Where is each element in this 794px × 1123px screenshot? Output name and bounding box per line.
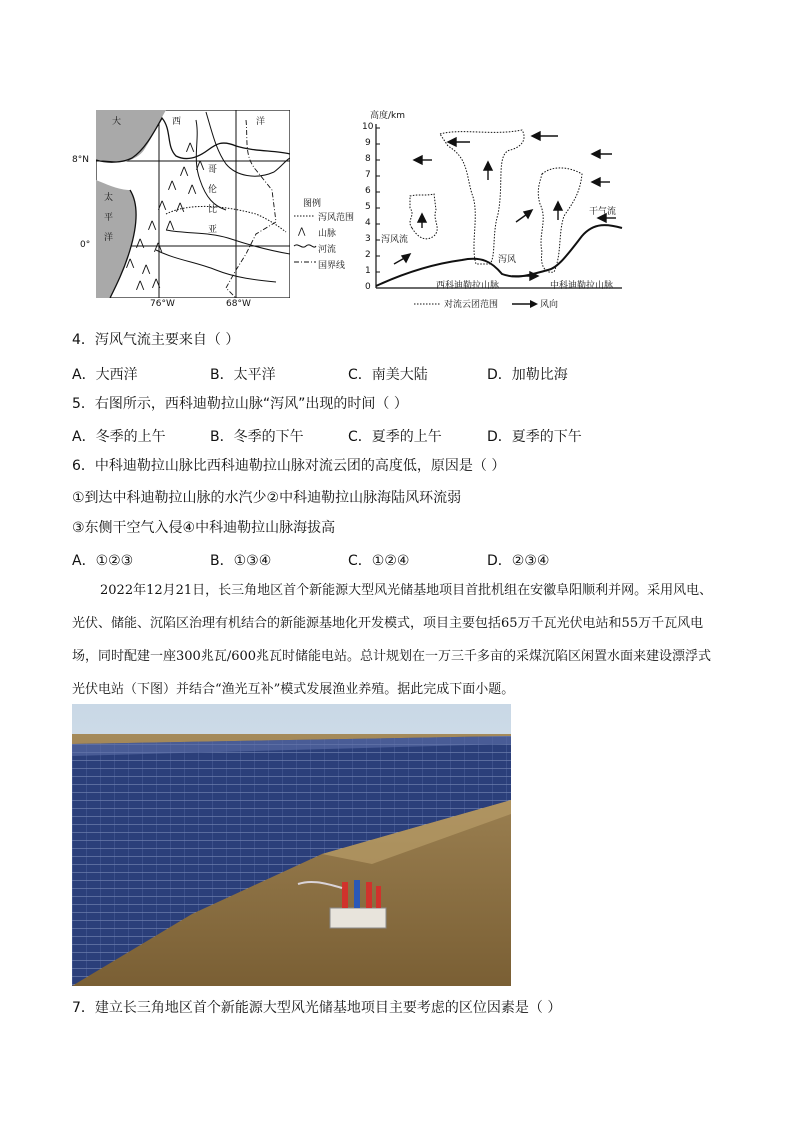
label-xiefeng: 泻风	[498, 255, 517, 265]
svg-text:⋀: ⋀	[154, 242, 163, 253]
legend-item: 河流	[318, 245, 337, 255]
legend-item: 国界线	[318, 261, 346, 271]
colombia-map	[96, 110, 290, 298]
label-ganqiliu: 干气流	[589, 207, 617, 217]
lat-label: 0°	[80, 240, 91, 250]
svg-text:⋀: ⋀	[176, 202, 185, 213]
lat-label: 8°N	[72, 155, 89, 165]
label-xiefengliu: 泻风流	[381, 235, 409, 245]
svg-text:⋀: ⋀	[168, 180, 177, 191]
sea-label: 洋	[104, 233, 114, 243]
y-tick: 0	[365, 282, 371, 292]
q6-option-c[interactable]: C．①②④	[348, 553, 410, 569]
sea-label: 平	[104, 213, 114, 223]
y-tick: 2	[365, 250, 371, 260]
svg-text:⋀: ⋀	[136, 280, 145, 291]
lon-label: 76°W	[150, 299, 175, 309]
lon-label: 68°W	[226, 299, 251, 309]
svg-text:⋀: ⋀	[180, 166, 189, 177]
q6-option-a[interactable]: A．①②③	[72, 553, 134, 569]
q4-option-a[interactable]: A．大西洋	[72, 367, 138, 383]
sea-label: 西	[172, 117, 182, 127]
question-6-stem: 6．中科迪勒拉山脉比西科迪勒拉山脉对流云团的高度低，原因是（ ）	[72, 458, 506, 474]
svg-text:⋀: ⋀	[196, 160, 205, 171]
svg-text:⋀: ⋀	[136, 238, 145, 249]
svg-text:⋀: ⋀	[188, 184, 197, 195]
y-tick: 7	[365, 170, 371, 180]
legend-wind: 风向	[540, 300, 559, 310]
cross-section-diagram	[372, 124, 624, 292]
reading-passage: 2022年12月21日，长三角地区首个新能源大型风光储基地项目首批机组在安徽阜阳顺利并网。采用风电、光伏、储能、沉陷区治理有机结合的新能源基地化开发模式，项目主要包括65万千瓦光伏电站和55万千瓦风电场，同时配建一座300兆瓦/600兆瓦时储能电站。总计规划在一万三千多亩的采煤沉陷区闲置水面来建设漂浮式光伏电站（下图）并结合“渔光互补”模式发展渔业养殖。据此完成下面小题。	[72, 583, 713, 697]
q6-statement-line: ①到达中科迪勒拉山脉的水汽少②中科迪勒拉山脉海陆风环流弱	[72, 490, 462, 506]
q4-option-c[interactable]: C．南美大陆	[348, 367, 428, 383]
sea-label: 太	[104, 193, 114, 203]
sea-label: 洋	[256, 117, 266, 127]
svg-text:⋀: ⋀	[166, 220, 175, 231]
map-legend-title: 图例	[303, 199, 322, 209]
q6-option-b[interactable]: B．①③④	[210, 553, 272, 569]
svg-text:⋀: ⋀	[298, 227, 306, 237]
sea-label: 大	[112, 117, 122, 127]
question-5-stem: 5．右图所示，西科迪勒拉山脉“泻风”出现的时间（ ）	[72, 396, 408, 412]
svg-text:⋀: ⋀	[142, 264, 151, 275]
y-tick: 9	[365, 138, 371, 148]
y-tick: 6	[365, 186, 371, 196]
y-tick: 3	[365, 234, 371, 244]
svg-text:⋀: ⋀	[126, 258, 135, 269]
y-tick: 1	[365, 266, 371, 276]
svg-text:⋀: ⋀	[152, 278, 161, 289]
q4-option-d[interactable]: D．加勒比海	[487, 367, 568, 383]
q6-option-d[interactable]: D．②③④	[487, 553, 550, 569]
y-tick: 8	[365, 154, 371, 164]
y-axis-label: 高度/km	[370, 111, 406, 121]
svg-text:⋀: ⋀	[158, 200, 167, 211]
label-west-range: 西科迪勒拉山脉	[436, 281, 500, 291]
y-tick: 10	[362, 122, 374, 132]
y-tick: 5	[365, 202, 371, 212]
country-label: 亚	[208, 225, 218, 235]
q6-statement-line: ③东侧干空气入侵④中科迪勒拉山脉海拔高	[72, 520, 336, 536]
floating-solar-photo	[72, 704, 511, 986]
legend-cloud: 对流云团范围	[444, 300, 499, 310]
country-label: 哥	[208, 165, 218, 175]
legend-item: 泻风范围	[318, 213, 355, 223]
y-tick: 4	[365, 218, 371, 228]
q5-option-c[interactable]: C．夏季的上午	[348, 429, 442, 445]
q5-option-d[interactable]: D．夏季的下午	[487, 429, 582, 445]
legend-item: 山脉	[318, 229, 337, 239]
q5-option-b[interactable]: B．冬季的下午	[210, 429, 304, 445]
q4-option-b[interactable]: B．太平洋	[210, 367, 276, 383]
country-label: 伦	[208, 185, 218, 195]
country-label: 比	[208, 205, 218, 215]
svg-text:⋀: ⋀	[186, 142, 195, 153]
question-4-stem: 4．泻风气流主要来自（ ）	[72, 332, 240, 348]
question-7-stem: 7．建立长三角地区首个新能源大型风光储基地项目主要考虑的区位因素是（ ）	[72, 1000, 562, 1016]
q5-option-a[interactable]: A．冬季的上午	[72, 429, 166, 445]
svg-text:⋀: ⋀	[148, 220, 157, 231]
label-mid-range: 中科迪勒拉山脉	[550, 281, 614, 291]
